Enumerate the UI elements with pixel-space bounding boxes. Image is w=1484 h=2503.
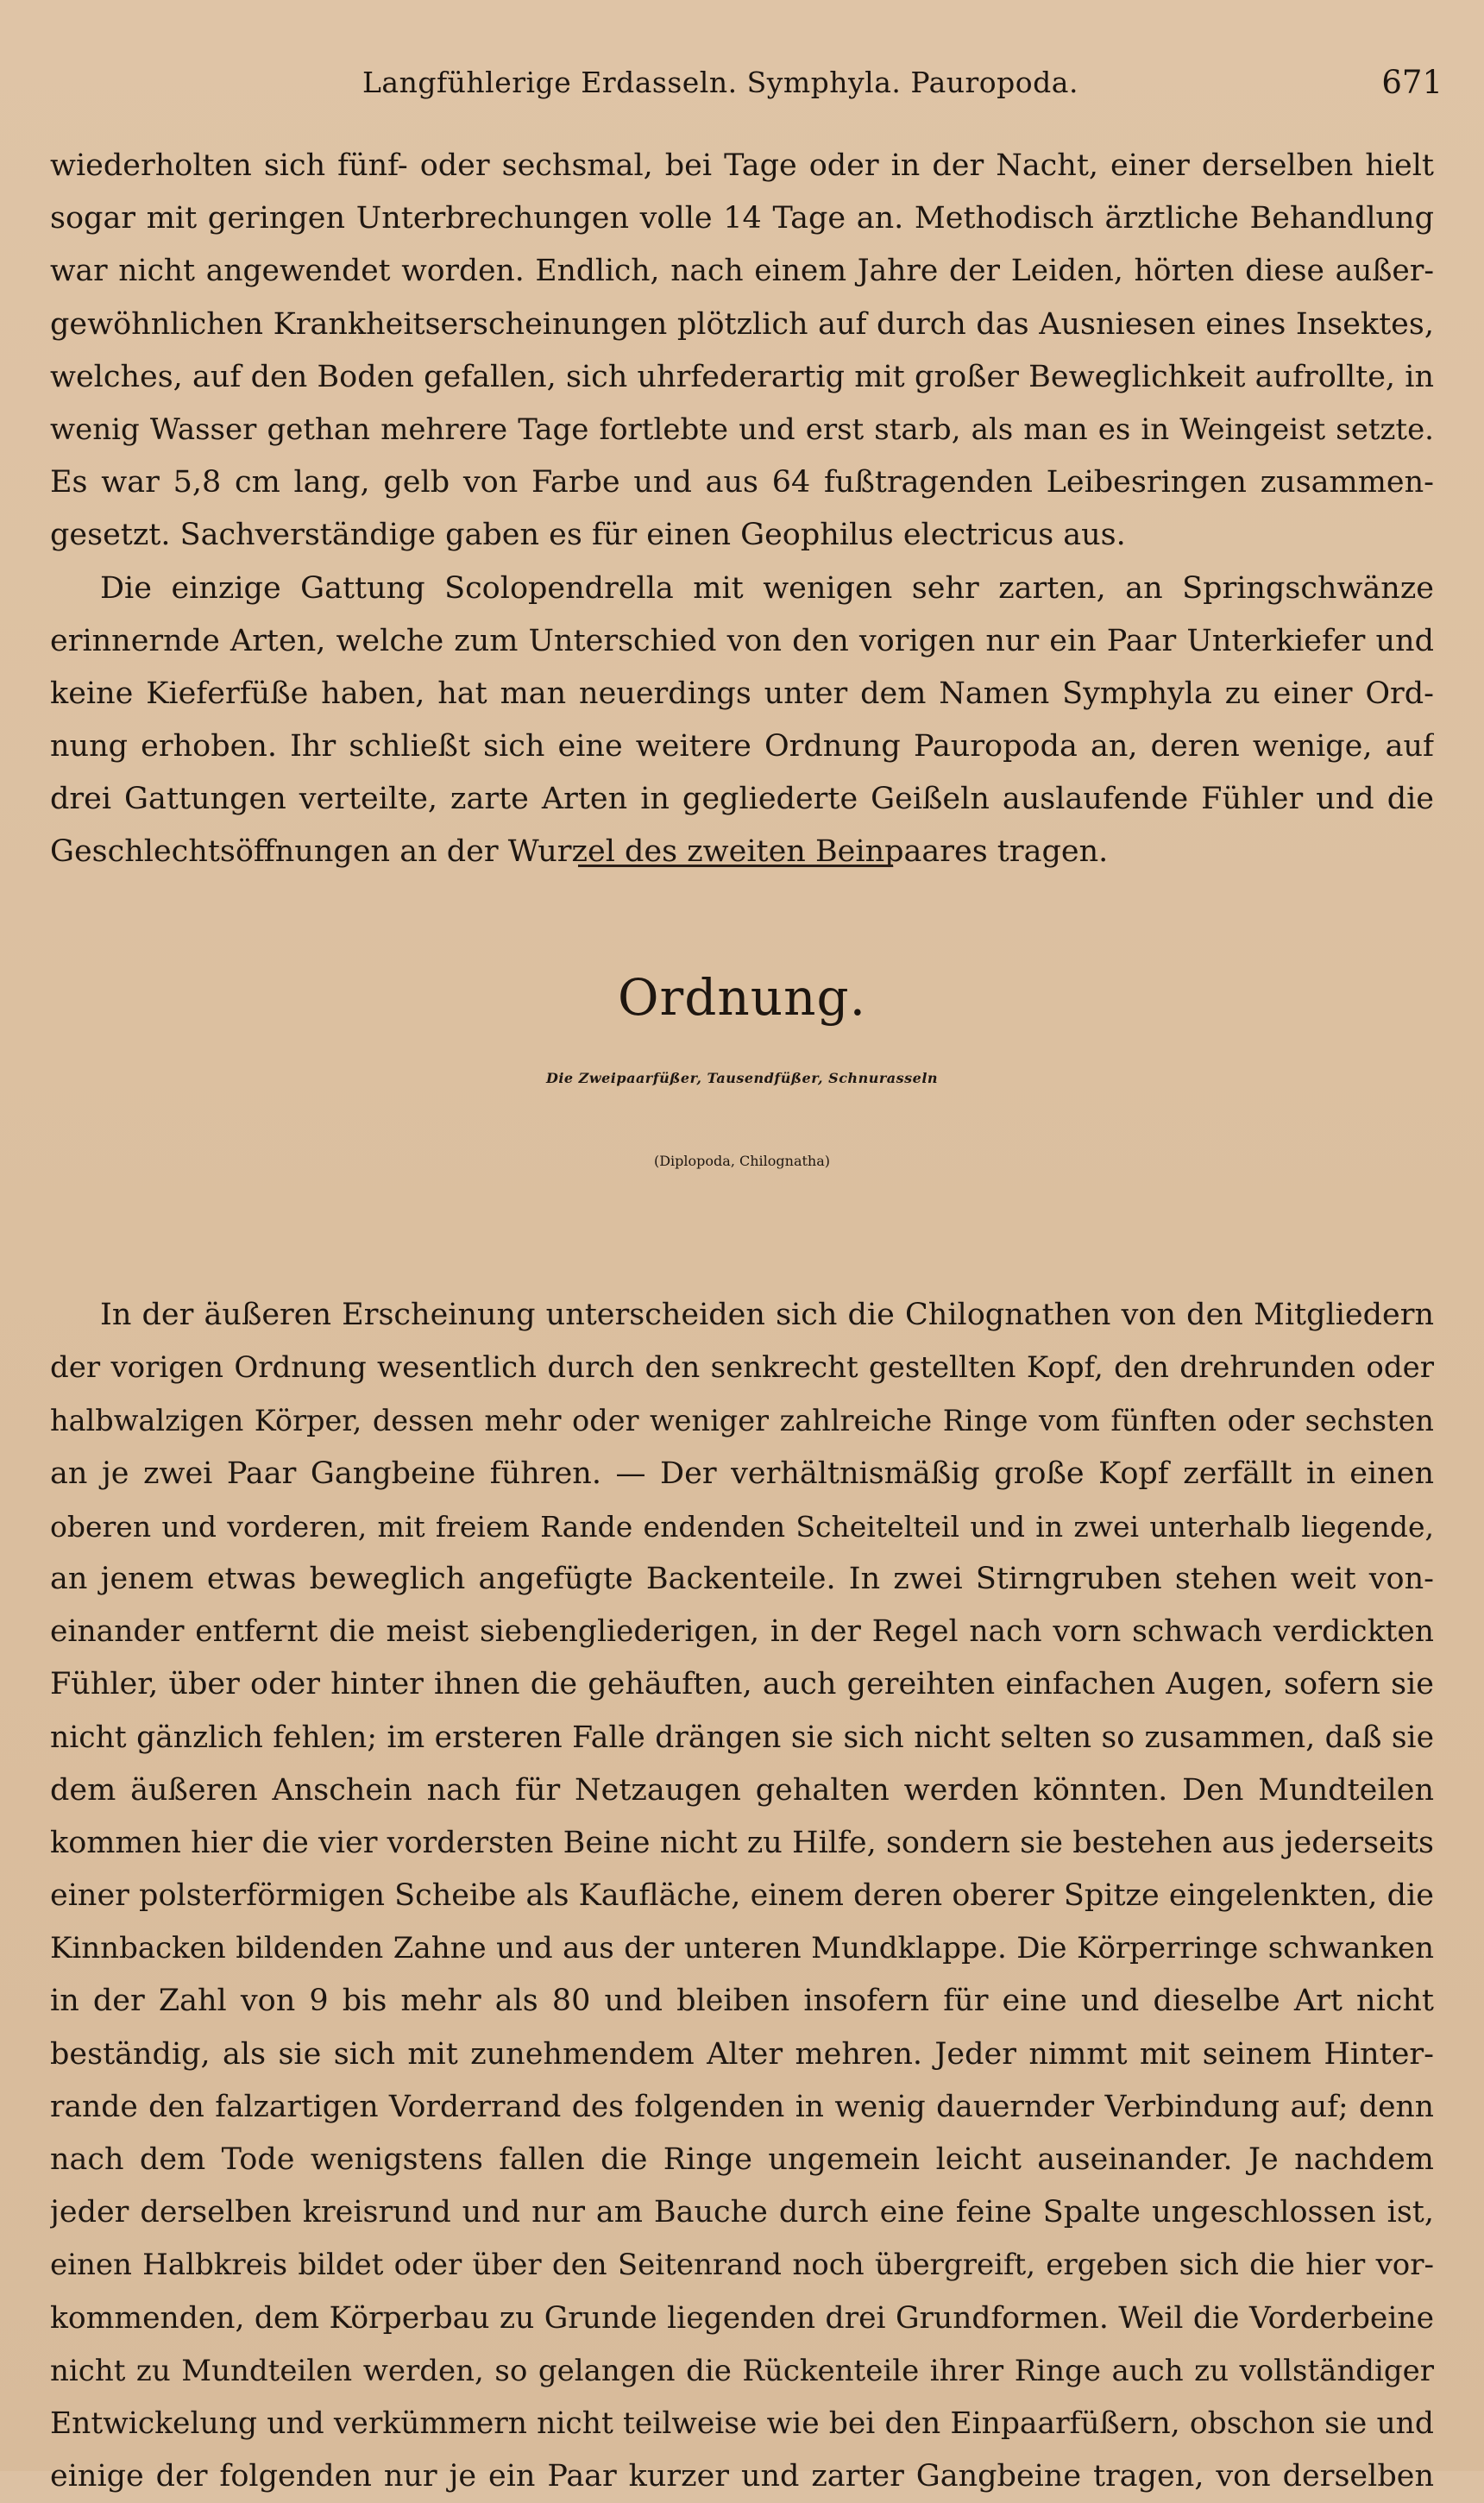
section-title: Die Zweipaarfüßer, Tausendfüßer, Schnurasseln — [545, 1070, 939, 1086]
section-divider — [578, 865, 893, 867]
text-line: gewöhnlichen Krankheitserscheinungen plötzlich auf durch das Ausniesen eines Insektes, — [50, 306, 1434, 342]
text-line: nicht zu Mundteilen werden, so gelangen die Rückenteile ihrer Ringe auch zu vollständiger — [50, 2353, 1434, 2388]
text-line: sogar mit geringen Unterbrechungen volle 14 Tage an. Methodisch ärztliche Behandlung — [50, 201, 1434, 236]
text-line: drei Gattungen verteilte, zarte Arten in gegliederte Geißeln auslaufende Fühler und die — [50, 782, 1434, 817]
text-line: wenig Wasser gethan mehrere Tage fortlebte und erst starb, als man es in Weingeist setzte. — [50, 412, 1434, 447]
order-label: Ordnung. — [617, 968, 867, 1027]
text-line: nicht gänzlich fehlen; im ersteren Falle drängen sie sich nicht selten so zusammen, daß sie — [50, 1720, 1434, 1755]
text-line: der vorigen Ordnung wesentlich durch den senkrecht gestellten Kopf, den drehrunden oder — [50, 1350, 1434, 1386]
text-line: halbwalzigen Körper, dessen mehr oder weniger zahlreiche Ringe vom fünften oder sechsten — [50, 1404, 1434, 1438]
text-line: kommen hier die vier vordersten Beine nicht zu Hilfe, sondern sie bestehen aus jederseits — [50, 1825, 1434, 1860]
paragraph-block-main — [50, 1289, 1434, 2503]
text-line: einige der folgenden nur je ein Paar kurzer und zarter Gangbeine tragen, von derselben — [50, 2459, 1434, 2494]
text-line: einer polsterförmigen Scheibe als Kaufläche, einem deren oberer Spitze eingelenkten, die — [50, 1878, 1434, 1914]
text-line: In der äußeren Erscheinung unterscheiden sich die Chilognathen von den Mitgliedern — [100, 1298, 1434, 1332]
text-line: Fühler, über oder hinter ihnen die gehäuften, auch gereihten einfachen Augen, sofern sie — [50, 1667, 1434, 1702]
text-line: beständig, als sie sich mit zunehmendem Alter mehren. Jeder nimmt mit seinem Hinter- — [50, 2036, 1434, 2072]
text-line: erinnernde Arten, welche zum Unterschied von den vorigen nur ein Paar Unterkiefer und — [50, 623, 1434, 658]
text-line: nung erhoben. Ihr schließt sich eine weitere Ordnung Pauropoda an, deren wenige, auf — [50, 729, 1434, 764]
text-line: an je zwei Paar Gangbeine führen. — Der verhältnismäßig große Kopf zerfällt in einen — [50, 1456, 1434, 1491]
text-line: in der Zahl von 9 bis mehr als 80 und bleiben insofern für eine und dieselbe Art nicht — [50, 1984, 1434, 2019]
text-line: keine Kieferfüße haben, hat man neuerdings unter dem Namen Symphyla zu einer Ord- — [50, 676, 1434, 711]
text-line: kommenden, dem Körperbau zu Grunde liegenden drei Grundformen. Weil die Vorderbeine — [50, 2300, 1434, 2336]
running-head — [0, 60, 1484, 112]
text-line: Entwickelung und verkümmern nicht teilweise wie bei den Einpaarfüßern, obschon sie und — [50, 2406, 1434, 2441]
text-line: Kinnbacken bildenden Zahne und aus der unteren Mundklappe. Die Körperringe schwanken — [50, 1931, 1434, 1966]
text-line: an jenem etwas beweglich angefügte Backenteile. In zwei Stirngruben stehen weit von- — [50, 1561, 1434, 1596]
page-number: 671 — [1381, 64, 1443, 101]
paragraph-block-top — [50, 140, 1434, 879]
text-line: gesetzt. Sachverständige gaben es für einen Geophilus electricus aus. — [50, 518, 1126, 553]
text-line: einen Halbkreis bildet oder über den Seitenrand noch übergreift, ergeben sich die hier vor- — [50, 2248, 1434, 2283]
text-line: wiederholten sich fünf- oder sechsmal, bei Tage oder in der Nacht, einer derselben hielt — [50, 148, 1434, 183]
section-subtitle: (Diplopoda, Chilognatha) — [653, 1153, 831, 1169]
running-title: Langfühlerige Erdasseln. Symphyla. Pauropoda. — [362, 66, 1078, 99]
text-line: nach dem Tode wenigstens fallen die Ringe ungemein leicht auseinander. Je nachdem — [50, 2142, 1434, 2177]
text-line: Die einzige Gattung Scolopendrella mit wenigen sehr zarten, an Springschwänze — [100, 570, 1434, 606]
text-line: Es war 5,8 cm lang, gelb von Farbe und aus 64 fußtragenden Leibesringen zusammen- — [50, 465, 1434, 500]
text-line: rande den falzartigen Vorderrand des folgenden in wenig dauernder Verbindung auf; denn — [50, 2089, 1434, 2124]
text-line: war nicht angewendet worden. Endlich, nach einem Jahre der Leiden, hörten diese außer- — [50, 254, 1434, 289]
text-line: dem äußeren Anschein nach für Netzaugen gehalten werden könnten. Den Mundteilen — [50, 1772, 1434, 1808]
text-line: oberen und vorderen, mit freiem Rande endenden Scheitelteil und in zwei unterhalb liegende, — [50, 1509, 1434, 1544]
text-line: einander entfernt die meist siebengliederigen, in der Regel nach vorn schwach verdickten — [50, 1614, 1434, 1650]
text-line: welches, auf den Boden gefallen, sich uhrfederartig mit großer Beweglichkeit aufrollte, in — [50, 359, 1434, 394]
text-line: Geschlechtsöffnungen an der Wurzel des zweiten Beinpaares tragen. — [50, 834, 1109, 870]
text-line: jeder derselben kreisrund und nur am Bauche durch eine feine Spalte ungeschlossen ist, — [50, 2195, 1434, 2230]
